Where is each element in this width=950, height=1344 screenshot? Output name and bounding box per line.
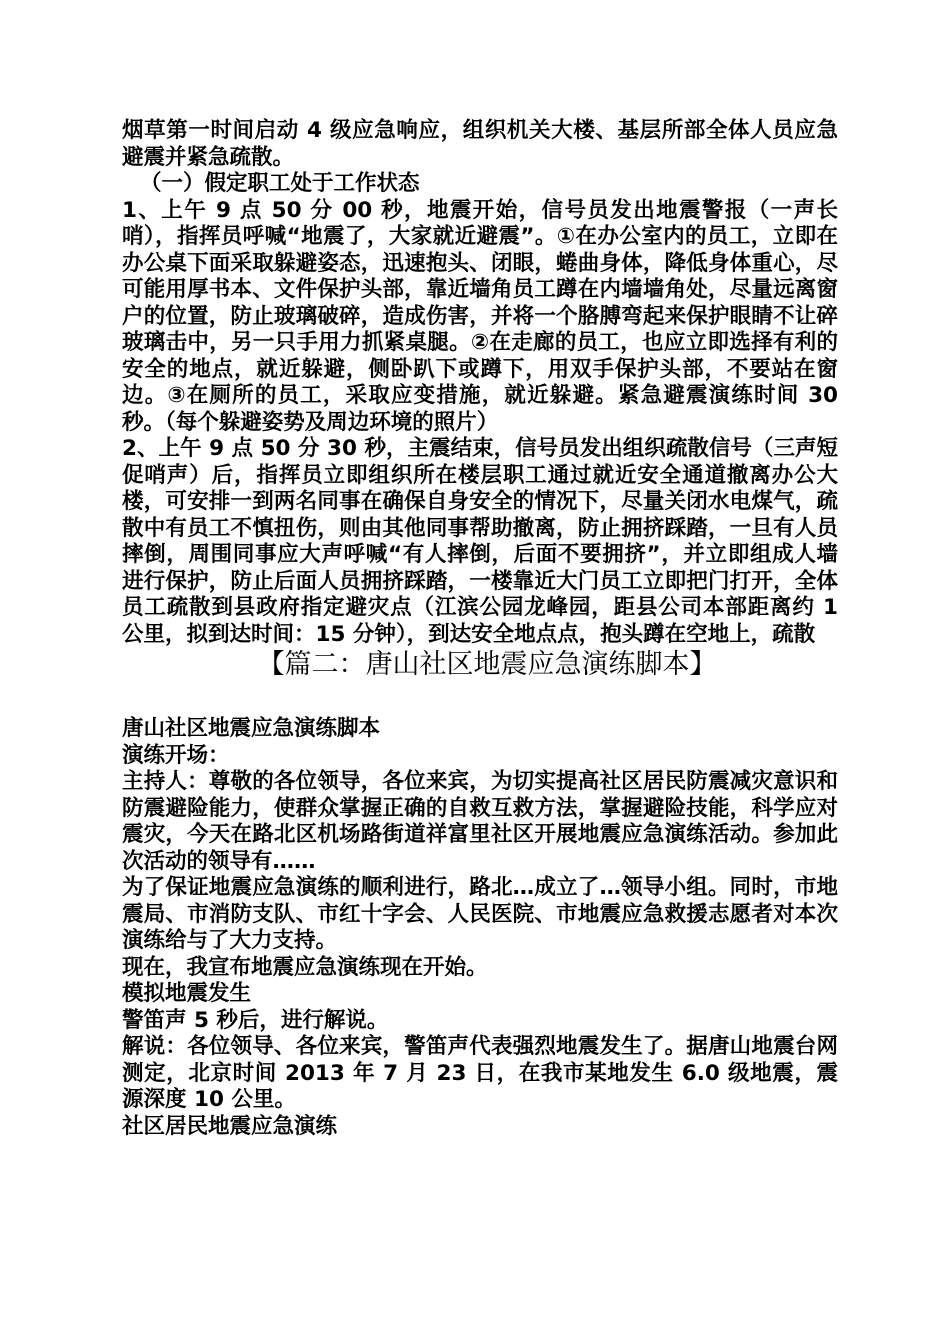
script-title: 唐山社区地震应急演练脚本 bbox=[122, 716, 381, 741]
document-page bbox=[116, 118, 838, 1140]
subheading-working-state: （一）假定职工处于工作状态 bbox=[140, 171, 420, 196]
simulate-heading: 模拟地震发生 bbox=[122, 981, 252, 1006]
support-paragraph: 为了保证地震应急演练的顺利进行，路北…成立了…领导小组。同时，市地震局、市消防支队、市红十字会、人民医院、市地震应急救援志愿者对本次演练给与了大力支持。 bbox=[122, 875, 838, 953]
paragraph-intro: 烟草第一时间启动 4 级应急响应，组织机关大楼、基层所部全体人员应急避震并紧急疏散。 bbox=[122, 118, 838, 170]
drill-heading: 社区居民地震应急演练 bbox=[122, 1113, 338, 1139]
opening-heading: 演练开场： bbox=[122, 742, 230, 768]
section-title: 【篇二：唐山社区地震应急演练脚本】 bbox=[257, 649, 717, 680]
paragraph-step-2: 2、上午 9 点 50 分 30 秒，主震结束，信号员发出组织疏散信号（三声短促哨声）后，指挥员立即组织所在楼层职工通过就近安全通道撤离办公大楼，可安排一到两名同事在确保自身安全的情况下，尽量关闭水电煤气，疏散中有员工不慎扭伤，则由其他同事帮助撤离，防止拥挤踩踏，一旦有人员摔倒，周围同事应大声呼喊“有人摔倒，后面不要拥挤”，并立即组成人墙进行保护，防止后面人员拥挤踩踏，一楼靠近大门员工立即把门打开，全体员工疏散到县政府指定避灾点（江滨公园龙峰园，距县公司本部距离约 1 公里，拟到达时间：15 分钟），到达安全地点点，抱头蹲在空地上，疏散 bbox=[122, 436, 838, 647]
narration: 解说：各位领导、各位来宾，警笛声代表强烈地震发生了。据唐山地震台网测定，北京时间 2013 年 7 月 23 日，在我市某地发生 6.0 级地震，震源深度 10 公里。 bbox=[122, 1034, 838, 1112]
host-speech: 主持人：尊敬的各位领导，各位来宾，为切实提高社区居民防震减灾意识和防震避险能力，使群众掌握正确的自救互救方法，掌握避险技能，科学应对震灾，今天在路北区机场路街道祥富里社区开展地震应急演练活动。参加此次活动的领导有…… bbox=[122, 769, 838, 874]
announcement: 现在，我宣布地震应急演练现在开始。 bbox=[122, 954, 488, 980]
paragraph-step-1: 1、上午 9 点 50 分 00 秒，地震开始，信号员发出地震警报（一声长哨），指挥员呼喊“地震了，大家就近避震”。①在办公室内的员工，立即在办公桌下面采取躲避姿态，迅速抱头、闭眼，蜷曲身体，降低身体重心，尽可能用厚书本、文件保护头部，靠近墙角员工蹲在内墙墙角处，尽量远离窗户的位置，防止玻璃破碎，造成伤害，并将一个胳膊弯起来保护眼睛不让碎玻璃击中，另一只手用力抓紧桌腿。②在走廊的员工，也应立即选择有利的安全的地点，就近躲避，侧卧趴下或蹲下，用双手保护头部，不要站在窗边。③在厕所的员工，采取应变措施，就近躲避。紧急避震演练时间 30 秒。（每个躲避姿势及周边环境的照片） bbox=[122, 197, 838, 435]
siren-note: 警笛声 5 秒后，进行解说。 bbox=[122, 1007, 389, 1033]
